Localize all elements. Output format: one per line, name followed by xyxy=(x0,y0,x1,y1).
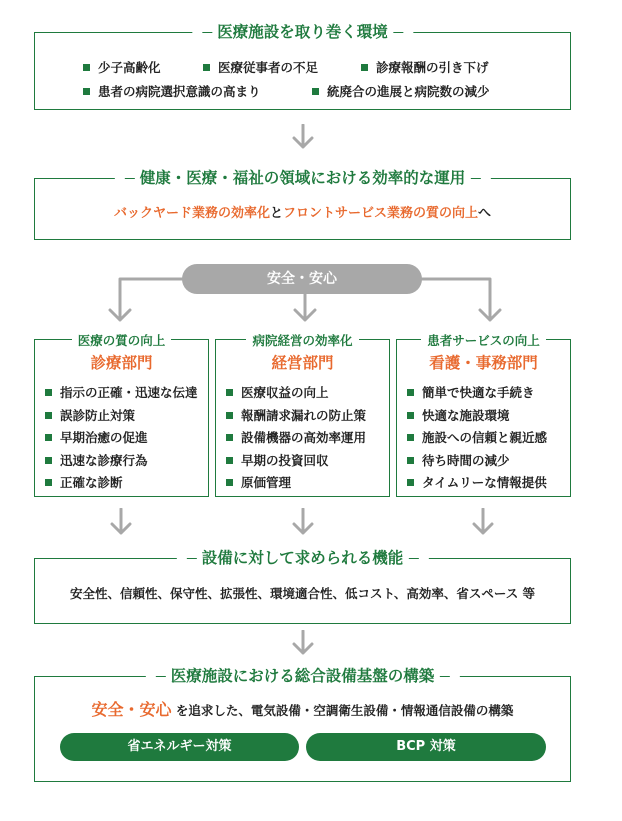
column-management xyxy=(215,333,390,497)
bullet-icon xyxy=(226,412,233,419)
bullet-icon xyxy=(83,64,90,71)
environment-title: 医療施設を取り巻く環境 xyxy=(192,21,413,43)
list-item: 早期の投資回収 xyxy=(226,450,366,473)
bullet-icon xyxy=(361,64,368,71)
bullet-icon xyxy=(226,434,233,441)
down-arrow-icon xyxy=(292,630,314,656)
list-item: 待ち時間の減少 xyxy=(407,450,547,473)
bullet-icon xyxy=(203,64,210,71)
down-arrow-icon xyxy=(471,508,495,536)
list-item: 医療収益の向上 xyxy=(226,382,366,405)
list-item: 誤診防止対策 xyxy=(45,405,198,428)
column-medical xyxy=(34,333,209,497)
bullet-icon xyxy=(45,457,52,464)
safety-banner: 安全・安心 xyxy=(182,264,422,294)
bullet-icon xyxy=(45,412,52,419)
foundation-box xyxy=(34,667,571,782)
environment-item: 医療従事者の不足 xyxy=(203,59,318,77)
environment-item: 少子高齢化 xyxy=(83,59,161,77)
down-arrow-icon xyxy=(109,508,133,536)
bullet-icon xyxy=(407,434,414,441)
list-item: タイムリーな情報提供 xyxy=(407,472,547,495)
column-dept: 経営部門 xyxy=(271,354,334,372)
bullet-icon xyxy=(83,88,90,95)
bcp-button[interactable]: BCP 対策 xyxy=(306,733,546,761)
column-list xyxy=(226,382,366,495)
operation-title: 健康・医療・福祉の領域における効率的な運用 xyxy=(114,167,490,189)
list-item: 指示の正確・迅速な伝達 xyxy=(45,382,198,405)
bullet-icon xyxy=(226,479,233,486)
column-subtitle: 病院経営の効率化 xyxy=(216,330,389,349)
functions-text: 安全性、信頼性、保守性、拡張性、環境適合性、低コスト、高効率、省スペース 等 xyxy=(69,586,536,601)
bullet-icon xyxy=(407,412,414,419)
list-item: 快適な施設環境 xyxy=(407,405,547,428)
environment-item: 統廃合の進展と病院数の減少 xyxy=(312,83,490,101)
operation-box xyxy=(34,169,571,240)
list-item: 設備機器の高効率運用 xyxy=(226,427,366,450)
down-arrow-icon xyxy=(291,508,315,536)
list-item: 報酬請求漏れの防止策 xyxy=(226,405,366,428)
bullet-icon xyxy=(407,457,414,464)
bullet-icon xyxy=(45,389,52,396)
list-item: 簡単で快適な手続き xyxy=(407,382,547,405)
environment-item: 患者の病院選択意識の高まり xyxy=(83,83,261,101)
column-dept: 看護・事務部門 xyxy=(429,354,538,372)
bullet-icon xyxy=(45,434,52,441)
list-item: 迅速な診療行為 xyxy=(45,450,198,473)
down-arrow-icon xyxy=(292,124,314,150)
environment-box xyxy=(34,23,571,110)
list-item: 正確な診断 xyxy=(45,472,198,495)
foundation-text: 安全・安心 を追求した、電気設備・空調衛生設備・情報通信設備の構築 xyxy=(91,700,514,719)
bullet-icon xyxy=(312,88,319,95)
column-nursing-admin xyxy=(396,333,571,497)
foundation-title: 医療施設における総合設備基盤の構築 xyxy=(145,665,459,687)
list-item: 早期治癒の促進 xyxy=(45,427,198,450)
list-item: 原価管理 xyxy=(226,472,366,495)
bullet-icon xyxy=(407,389,414,396)
environment-item: 診療報酬の引き下げ xyxy=(361,59,489,77)
bullet-icon xyxy=(226,389,233,396)
functions-title: 設備に対して求められる機能 xyxy=(176,547,428,569)
column-subtitle: 医療の質の向上 xyxy=(35,330,208,349)
column-dept: 診療部門 xyxy=(90,354,153,372)
column-subtitle: 患者サービスの向上 xyxy=(397,330,570,349)
energy-saving-button[interactable]: 省エネルギー対策 xyxy=(60,733,299,761)
functions-box xyxy=(34,549,571,624)
list-item: 施設への信頼と親近感 xyxy=(407,427,547,450)
bullet-icon xyxy=(407,479,414,486)
column-list xyxy=(45,382,198,495)
bullet-icon xyxy=(45,479,52,486)
bullet-icon xyxy=(226,457,233,464)
column-list xyxy=(407,382,547,495)
operation-text: バックヤード業務の効率化とフロントサービス業務の質の向上へ xyxy=(113,206,492,221)
